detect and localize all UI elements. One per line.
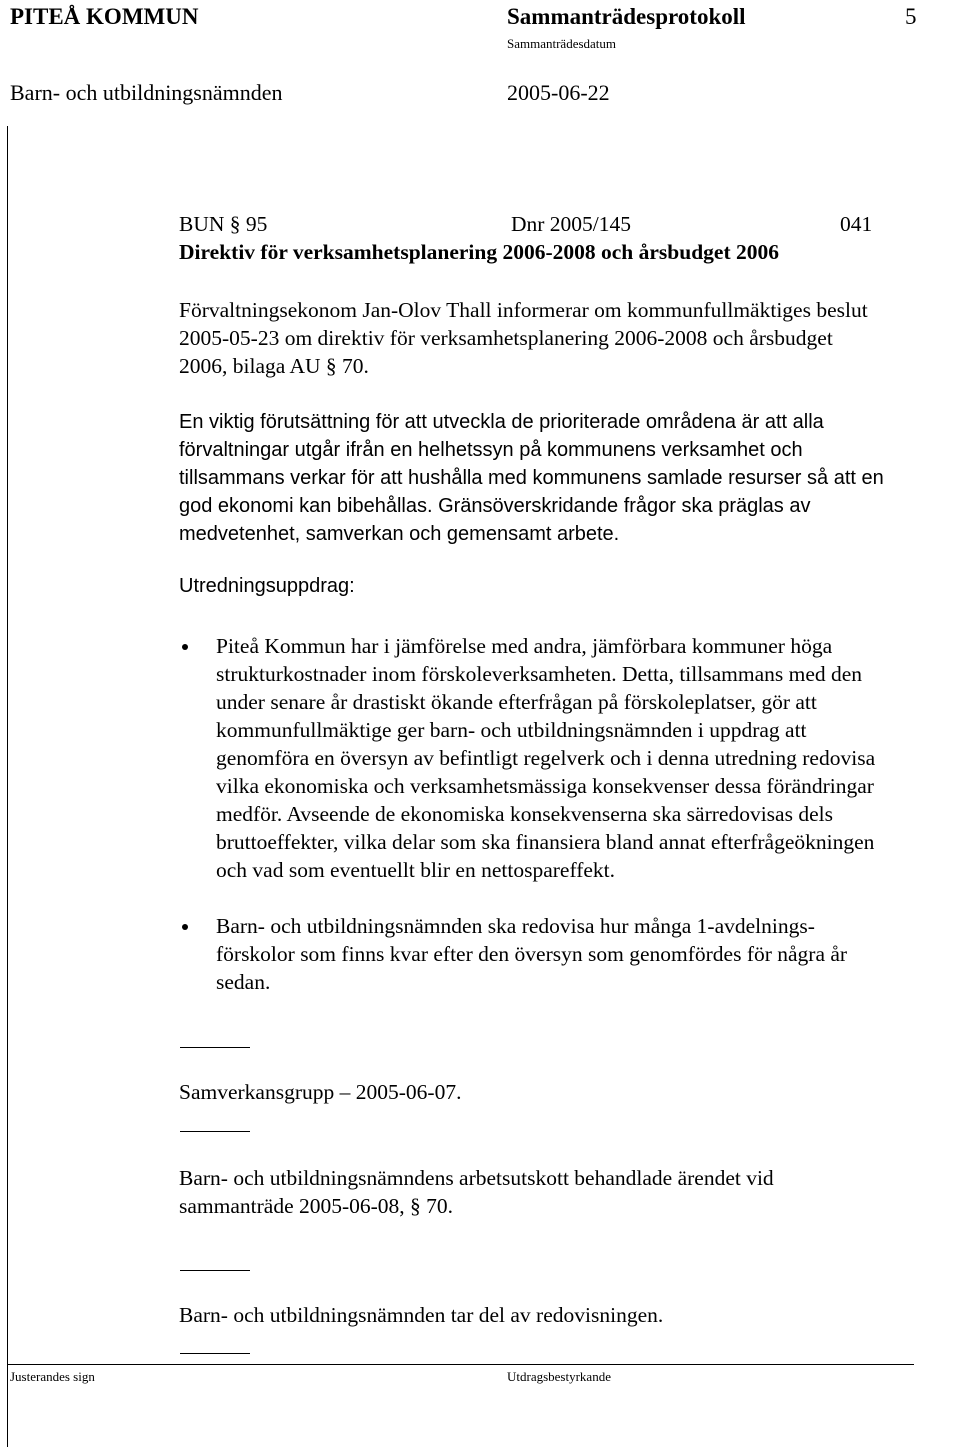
document-title: Sammanträdesprotokoll [507, 4, 746, 29]
intro-paragraph [179, 296, 959, 380]
bullet-line: Barn- och utbildningsnämnden ska redovisa hur många 1-avdelnings- [216, 914, 815, 938]
case-code: 041 [840, 212, 873, 236]
bullet-item-preschool-review [216, 632, 960, 884]
board-name: Barn- och utbildningsnämnden [10, 80, 283, 105]
assignment-label: Utredningsuppdrag: [179, 575, 355, 597]
committee-line: sammanträde 2005-06-08, § 70. [179, 1194, 454, 1218]
bullet-line: Piteå Kommun har i jämförelse med andra, jämförbara kommuner höga [216, 634, 833, 658]
left-margin-line [7, 126, 8, 1447]
bullet-line: kommunfullmäktige ger barn- och utbildningsnämnden i uppdrag att [216, 718, 807, 742]
bullet-line: bruttoeffekter, vilka delar som ska finansiera bland annat efterfrågeökningen [216, 830, 875, 854]
directive-quote [179, 408, 959, 548]
quote-line: medvetenhet, samverkan och gemensamt arbete. [179, 523, 620, 545]
bullet-line: och vad som eventuellt blir en nettospareffekt. [216, 858, 616, 882]
quote-line: tillsammans verkar för att hushålla med kommunens samlade resurser så att en [179, 467, 884, 489]
bullet-item-single-unit-preschools [216, 912, 960, 996]
intro-line: 2006, bilaga AU § 70. [179, 354, 369, 378]
bullet-icon [182, 924, 188, 930]
case-id: BUN § 95 [179, 212, 268, 236]
section-divider [180, 1353, 250, 1354]
section-divider [180, 1131, 250, 1132]
bullet-icon [182, 644, 188, 650]
bullet-line: sedan. [216, 970, 271, 994]
quote-line: god ekonomi kan bibehållas. Gränsöverskridande frågor ska präglas av [179, 495, 811, 517]
quote-line: En viktig förutsättning för att utveckla de prioriterade områdena är att alla [179, 411, 824, 433]
bullet-line: vilka ekonomiska och verksamhetsmässiga konsekvenser dessa förändringar [216, 774, 874, 798]
municipality-name: PITEÅ KOMMUN [10, 4, 199, 29]
case-dnr: Dnr 2005/145 [511, 212, 632, 236]
bullet-line: medför. Avseende de ekonomiska konsekvenserna ska särredovisas dels [216, 802, 833, 826]
meeting-date-label: Sammanträdesdatum [507, 36, 617, 51]
bullet-line: genomföra en översyn av befintligt regelverk och i denna utredning redovisa [216, 746, 876, 770]
committee-line: Barn- och utbildningsnämndens arbetsutskott behandlade ärendet vid [179, 1166, 774, 1190]
bullet-line: strukturkostnader inom förskoleverksamheten. Detta, tillsammans med den [216, 662, 863, 686]
quote-line: förvaltningar utgår ifrån en helhetssyn på kommunens verksamhet och [179, 439, 803, 461]
page-number: 5 [905, 4, 917, 29]
extract-certification-label: Utdragsbestyrkande [507, 1369, 611, 1384]
bullet-line: under senare år drastiskt ökande efterfrågan på förskoleplatser, gör att [216, 690, 817, 714]
cooperation-group: Samverkansgrupp – 2005-06-07. [179, 1080, 462, 1104]
case-heading: Direktiv för verksamhetsplanering 2006-2008 och årsbudget 2006 [179, 240, 779, 264]
section-divider [180, 1270, 250, 1271]
intro-line: Förvaltningsekonom Jan-Olov Thall informerar om kommunfullmäktiges beslut [179, 298, 868, 322]
footer-line [8, 1364, 914, 1365]
decision-text: Barn- och utbildningsnämnden tar del av redovisningen. [179, 1303, 664, 1327]
signature-label: Justerandes sign [10, 1369, 95, 1384]
bullet-line: förskolor som finns kvar efter den översyn som genomfördes för några år [216, 942, 848, 966]
intro-line: 2005-05-23 om direktiv för verksamhetsplanering 2006-2008 och årsbudget [179, 326, 833, 350]
section-divider [180, 1047, 250, 1048]
meeting-date: 2005-06-22 [507, 80, 610, 105]
committee-paragraph [179, 1164, 959, 1220]
